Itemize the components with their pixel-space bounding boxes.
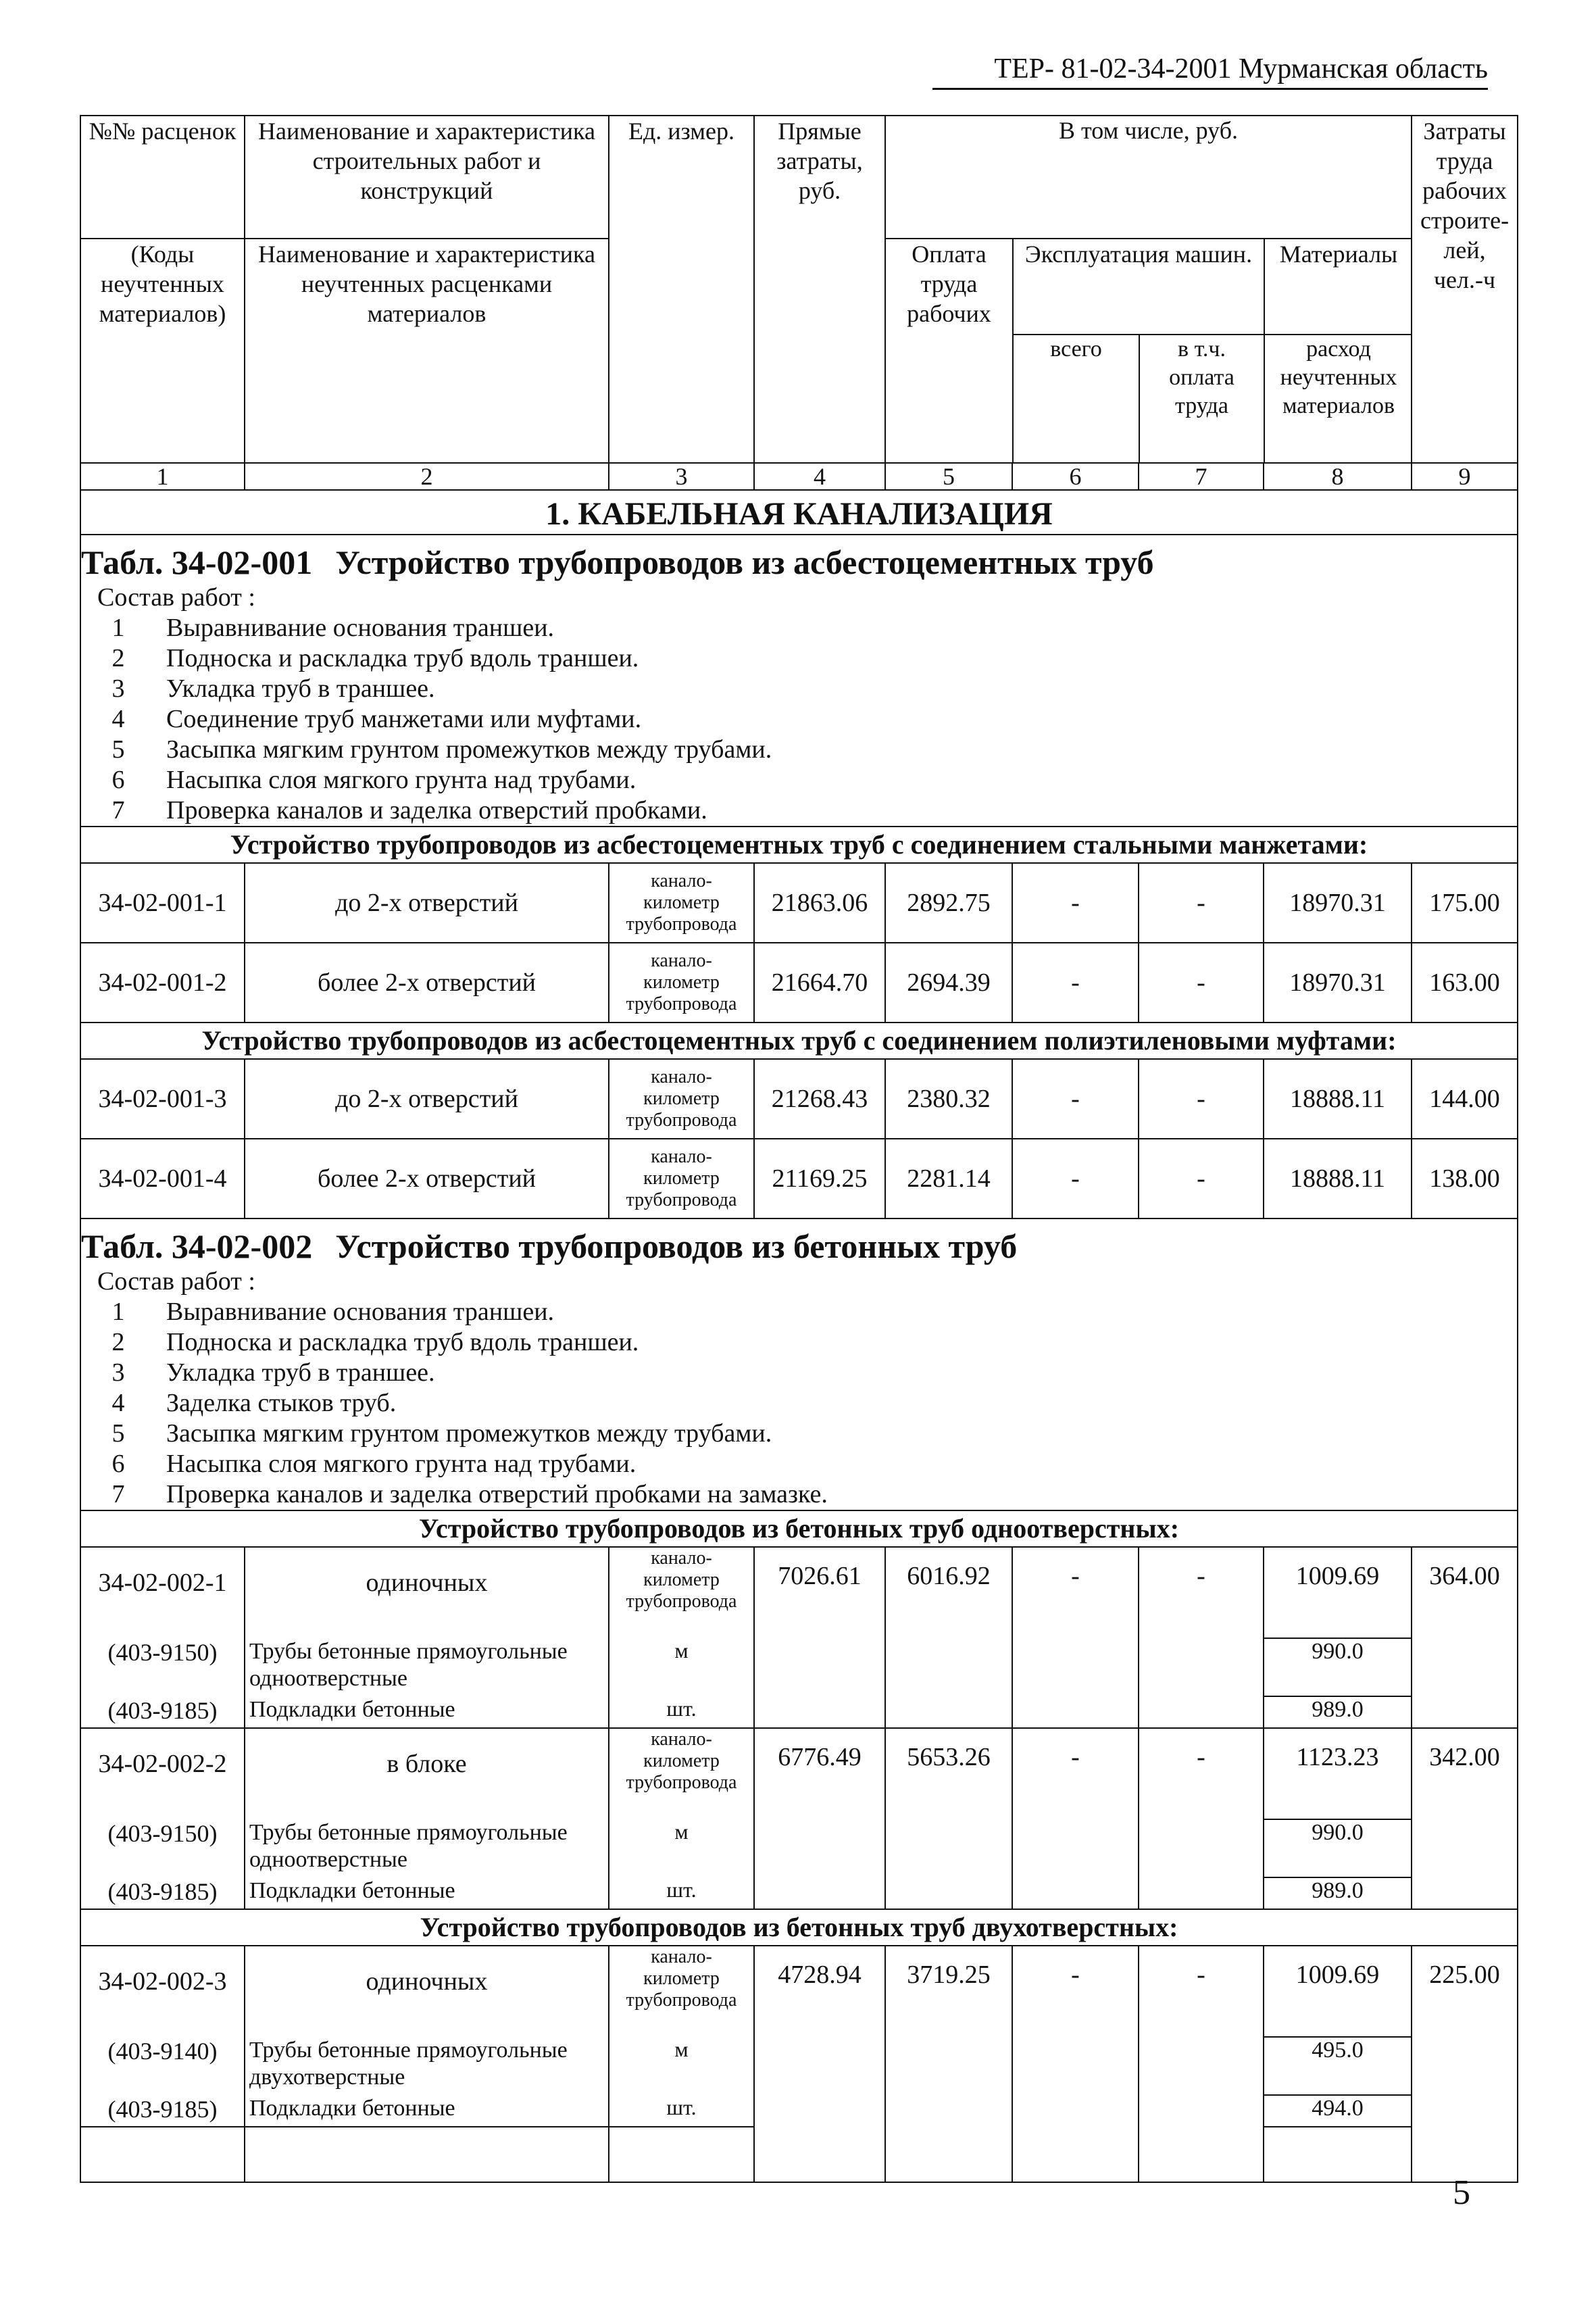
value-direct: 21268.43 (754, 1059, 885, 1139)
col9-header: Затраты труда рабочих строите-лей, чел.-ч (1412, 116, 1518, 463)
unit-line: трубопровода (626, 1772, 737, 1793)
step-text: Заделка стыков труб. (166, 1389, 397, 1417)
value-labor: 2694.39 (885, 943, 1012, 1023)
unit-cell (609, 1059, 754, 1139)
col6-header: всего (1013, 335, 1139, 462)
material-code: (403-9150) (80, 1638, 245, 1696)
material-code: (403-9185) (80, 1877, 245, 1909)
table-row (80, 1139, 1518, 1218)
value-mach: - (1012, 1139, 1139, 1218)
table-code: Табл. 34-02-001 (81, 543, 313, 581)
document-header: ТЕР- 81-02-34-2001 Мурманская область (932, 53, 1488, 90)
rate-name: одиночных (245, 1946, 609, 2037)
value-hours: 138.00 (1412, 1139, 1518, 1218)
column-number: 3 (609, 463, 754, 490)
material-qty: 494.0 (1264, 2095, 1412, 2127)
value-direct: 6776.49 (754, 1728, 885, 1909)
value-hours: 342.00 (1412, 1728, 1518, 1909)
group-title: Устройство трубопроводов из асбестоцементных труб с соединением полиэтиленовыми муфтами: (80, 1023, 1518, 1059)
table-block-row (80, 535, 1518, 827)
unit-line: трубопровода (626, 993, 737, 1014)
composition-step (81, 674, 1513, 704)
group-title-row (80, 1909, 1518, 1946)
table-row (80, 863, 1518, 943)
rate-name: более 2-х отверстий (245, 943, 609, 1023)
col2-subheader: Наименование и характеристика неучтенных расценками материалов (245, 239, 609, 463)
column-number: 8 (1264, 463, 1412, 490)
step-number: 2 (111, 644, 125, 672)
rate-name: в блоке (245, 1728, 609, 1819)
unit-line: канало- (651, 1146, 712, 1167)
composition-step (81, 613, 1513, 643)
value-mach: - (1012, 1728, 1139, 1909)
unit-line: канало- (651, 1946, 712, 1967)
material-unit: шт. (609, 1696, 754, 1728)
value-hours: 163.00 (1412, 943, 1518, 1023)
column-numbers-row (80, 463, 1518, 490)
material-qty: 990.0 (1264, 1819, 1412, 1877)
table-row (80, 1547, 1518, 1638)
step-text: Подноска и раскладка труб вдоль траншеи. (166, 1328, 639, 1356)
value-direct: 21169.25 (754, 1139, 885, 1218)
rate-code: 34-02-001-3 (80, 1059, 245, 1139)
table-row (80, 943, 1518, 1023)
unit-cell (609, 943, 754, 1023)
unit-line: километр (643, 1750, 720, 1771)
value-mach: - (1012, 1059, 1139, 1139)
col5-header: Оплата труда рабочих (886, 239, 1013, 462)
unit-line: канало- (651, 950, 712, 971)
column-number: 6 (1012, 463, 1139, 490)
composition-step (81, 1297, 1513, 1327)
rate-code: 34-02-002-2 (80, 1728, 245, 1819)
composition-step (81, 1388, 1513, 1419)
group-title-row (80, 1023, 1518, 1059)
value-mach_labor: - (1139, 1728, 1264, 1909)
composition-step (81, 735, 1513, 765)
incl-subgrid (885, 239, 1412, 463)
empty-cell (1012, 2127, 1139, 2182)
step-text: Укладка труб в траншее. (166, 674, 435, 703)
material-code: (403-9150) (80, 1819, 245, 1877)
material-qty: 989.0 (1264, 1696, 1412, 1728)
material-name: Подкладки бетонные (245, 1696, 609, 1728)
value-mat: 18888.11 (1264, 1139, 1412, 1218)
material-name: Трубы бетонные прямоугольные двухотверстные (245, 2037, 609, 2095)
table-block-row (80, 1218, 1518, 1510)
rate-code: 34-02-001-4 (80, 1139, 245, 1218)
composition-label: Состав работ : (97, 583, 255, 612)
table-name: Устройство трубопроводов из бетонных труб (335, 1227, 1018, 1265)
column-number: 5 (885, 463, 1012, 490)
col4-header: Прямые затраты, руб. (754, 116, 885, 463)
rate-code: 34-02-002-1 (80, 1547, 245, 1638)
composition-step (81, 1419, 1513, 1449)
table-block (80, 1218, 1518, 1510)
table-row (80, 1059, 1518, 1139)
value-hours: 364.00 (1412, 1547, 1518, 1728)
group-title: Устройство трубопроводов из бетонных труб двухотверстных: (80, 1909, 1518, 1946)
table-name: Устройство трубопроводов из асбестоцементных труб (335, 543, 1154, 581)
unit-line: километр (643, 1088, 720, 1109)
empty-cell (754, 2127, 885, 2182)
rate-name: до 2-х отверстий (245, 863, 609, 943)
value-labor: 2892.75 (885, 863, 1012, 943)
value-mat: 18888.11 (1264, 1059, 1412, 1139)
step-text: Засыпка мягким грунтом промежутков между трубами. (166, 735, 772, 764)
value-hours: 144.00 (1412, 1059, 1518, 1139)
value-mach: - (1012, 1547, 1139, 1728)
col8-subheader: расход неучтенных материалов (1280, 337, 1397, 418)
rate-code: 34-02-001-2 (80, 943, 245, 1023)
step-number: 1 (111, 1298, 125, 1326)
material-unit: м (609, 2037, 754, 2095)
value-direct: 21664.70 (754, 943, 885, 1023)
group-title: Устройство трубопроводов из бетонных труб одноотверстных: (80, 1510, 1518, 1547)
table-end-row (80, 2127, 1518, 2182)
step-number: 6 (111, 766, 125, 794)
step-number: 5 (111, 735, 125, 764)
step-text: Соединение труб манжетами или муфтами. (166, 705, 642, 733)
step-number: 3 (111, 1358, 125, 1387)
unit-line: канало- (651, 1066, 712, 1087)
unit-cell (609, 863, 754, 943)
step-number: 2 (111, 1328, 125, 1356)
composition-step (81, 795, 1513, 826)
unit-line: трубопровода (626, 1591, 737, 1612)
step-text: Насыпка слоя мягкого грунта над трубами. (166, 766, 637, 794)
incl-header (885, 116, 1412, 239)
price-table (80, 115, 1518, 2183)
unit-line: трубопровода (626, 1189, 737, 1210)
material-unit: шт. (609, 2095, 754, 2127)
composition-step (81, 1449, 1513, 1479)
value-labor: 5653.26 (885, 1728, 1012, 1909)
material-code: (403-9185) (80, 2095, 245, 2127)
material-qty: 989.0 (1264, 1877, 1412, 1909)
material-unit: шт. (609, 1877, 754, 1909)
step-number: 1 (111, 614, 125, 642)
unit-line: километр (643, 1168, 720, 1189)
step-text: Насыпка слоя мягкого грунта над трубами. (166, 1450, 637, 1478)
value-direct: 21863.06 (754, 863, 885, 943)
unit-cell (609, 1139, 754, 1218)
composition-label: Состав работ : (97, 1267, 255, 1296)
table-row (80, 1946, 1518, 2037)
step-number: 7 (111, 796, 125, 824)
step-text: Засыпка мягким грунтом промежутков между трубами. (166, 1419, 772, 1448)
material-name: Подкладки бетонные (245, 2095, 609, 2127)
value-mat: 1123.23 (1264, 1728, 1412, 1819)
material-qty: 990.0 (1264, 1638, 1412, 1696)
column-number: 4 (754, 463, 885, 490)
table-code: Табл. 34-02-002 (81, 1227, 313, 1265)
material-name: Трубы бетонные прямоугольные одноотверстные (245, 1638, 609, 1696)
unit-line: трубопровода (626, 1110, 737, 1131)
rate-name: одиночных (245, 1547, 609, 1638)
table-block (80, 535, 1518, 827)
unit-line: километр (643, 972, 720, 993)
value-mach_labor: - (1139, 1059, 1264, 1139)
column-number: 2 (245, 463, 609, 490)
composition-step (81, 704, 1513, 735)
material-name: Трубы бетонные прямоугольные одноотверстные (245, 1819, 609, 1877)
material-name: Подкладки бетонные (245, 1877, 609, 1909)
col1-header: №№ расценок (80, 116, 245, 239)
empty-cell (1264, 2127, 1412, 2182)
value-mach_labor: - (1139, 1946, 1264, 2127)
unit-line: канало- (651, 1548, 712, 1569)
unit-line: канало- (651, 1729, 712, 1750)
col1-subheader: (Коды неучтенных материалов) (80, 239, 245, 463)
page-number: 5 (1453, 2173, 1470, 2212)
step-text: Выравнивание основания траншеи. (166, 614, 555, 642)
step-number: 4 (111, 705, 125, 733)
unit-cell (609, 1547, 754, 1638)
composition-step (81, 1479, 1513, 1510)
value-direct: 4728.94 (754, 1946, 885, 2127)
value-mach_labor: - (1139, 1547, 1264, 1728)
unit-line: трубопровода (626, 1990, 737, 2011)
rate-code: 34-02-002-3 (80, 1946, 245, 2037)
column-number: 9 (1412, 463, 1518, 490)
material-unit: м (609, 1819, 754, 1877)
composition-step (81, 765, 1513, 795)
value-labor: 2380.32 (885, 1059, 1012, 1139)
value-mat: 1009.69 (1264, 1547, 1412, 1638)
composition-step (81, 643, 1513, 674)
step-text: Проверка каналов и заделка отверстий пробками на замазке. (166, 1480, 828, 1508)
step-number: 6 (111, 1450, 125, 1478)
unit-line: километр (643, 1968, 720, 1989)
composition-step (81, 1358, 1513, 1388)
value-labor: 2281.14 (885, 1139, 1012, 1218)
machines-header: Эксплуатация машин. (1013, 239, 1264, 335)
value-mach_labor: - (1139, 943, 1264, 1023)
rate-code: 34-02-001-1 (80, 863, 245, 943)
col2-header: Наименование и характеристика строительных работ и конструкций (245, 116, 609, 239)
value-hours: 175.00 (1412, 863, 1518, 943)
rate-name: до 2-х отверстий (245, 1059, 609, 1139)
value-mat: 18970.31 (1264, 863, 1412, 943)
step-text: Подноска и раскладка труб вдоль траншеи. (166, 644, 639, 672)
value-direct: 7026.61 (754, 1547, 885, 1728)
material-qty: 495.0 (1264, 2037, 1412, 2095)
value-mach: - (1012, 1946, 1139, 2127)
table-title (81, 1219, 1513, 1266)
incl-label: В том числе, руб. (1059, 117, 1239, 144)
step-number: 5 (111, 1419, 125, 1448)
unit-line: километр (643, 1569, 720, 1590)
material-code: (403-9185) (80, 1696, 245, 1728)
step-text: Выравнивание основания траншеи. (166, 1298, 555, 1326)
unit-cell (609, 1946, 754, 2037)
column-number: 1 (80, 463, 245, 490)
unit-line: километр (643, 892, 720, 913)
value-hours: 225.00 (1412, 1946, 1518, 2127)
value-mach: - (1012, 943, 1139, 1023)
step-number: 7 (111, 1480, 125, 1508)
col7-header: в т.ч. оплата труда (1139, 335, 1264, 462)
empty-cell (885, 2127, 1012, 2182)
col8-header: Материалы (1264, 239, 1412, 335)
material-unit: м (609, 1638, 754, 1696)
value-mat: 18970.31 (1264, 943, 1412, 1023)
step-number: 4 (111, 1389, 125, 1417)
table-title (81, 535, 1513, 583)
empty-cell (1139, 2127, 1264, 2182)
empty-cell (245, 2127, 609, 2182)
unit-line: канало- (651, 870, 712, 891)
value-mach_labor: - (1139, 863, 1264, 943)
step-text: Укладка труб в траншее. (166, 1358, 435, 1387)
group-title: Устройство трубопроводов из асбестоцементных труб с соединением стальными манжетами: (80, 827, 1518, 863)
group-title-row (80, 1510, 1518, 1547)
material-code: (403-9140) (80, 2037, 245, 2095)
composition-step (81, 1327, 1513, 1358)
step-text: Проверка каналов и заделка отверстий пробками. (166, 796, 707, 824)
value-labor: 6016.92 (885, 1547, 1012, 1728)
unit-line: трубопровода (626, 914, 737, 935)
value-mach: - (1012, 863, 1139, 943)
value-mat: 1009.69 (1264, 1946, 1412, 2037)
value-mach_labor: - (1139, 1139, 1264, 1218)
unit-cell (609, 1728, 754, 1819)
empty-cell (80, 2127, 245, 2182)
column-number: 7 (1139, 463, 1264, 490)
col3-header: Ед. измер. (609, 116, 754, 463)
section-title: 1. КАБЕЛЬНАЯ КАНАЛИЗАЦИЯ (80, 490, 1518, 535)
empty-cell (609, 2127, 754, 2182)
rate-name: более 2-х отверстий (245, 1139, 609, 1218)
step-number: 3 (111, 674, 125, 703)
table-row (80, 1728, 1518, 1819)
value-labor: 3719.25 (885, 1946, 1012, 2127)
group-title-row (80, 827, 1518, 863)
